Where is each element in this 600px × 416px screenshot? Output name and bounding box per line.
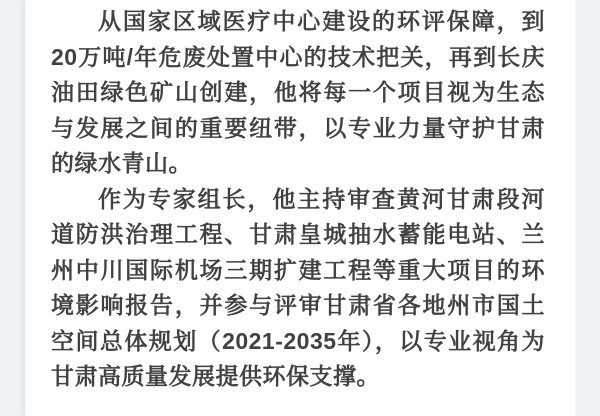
right-gutter bbox=[575, 0, 600, 416]
article-body bbox=[51, 4, 545, 395]
text-line: 境影响报告，并参与评审甘肃省各地州市国土 bbox=[51, 292, 545, 318]
paragraph bbox=[51, 4, 545, 182]
text-line: 20万吨/年危废处置中心的技术把关，再到长庆 bbox=[51, 43, 545, 70]
text-line: 与发展之间的重要纽带，以专业力量守护甘肃 bbox=[51, 114, 545, 141]
article-card bbox=[25, 0, 575, 416]
text-line: 空间总体规划（2021-2035年），以专业视角为 bbox=[51, 327, 545, 354]
text-line: 作为专家组长，他主持审查黄河甘肃段河 bbox=[98, 185, 545, 212]
text-line: 的绿水青山。 bbox=[51, 150, 192, 176]
text-line: 州中川国际机场三期扩建工程等重大项目的环 bbox=[51, 256, 545, 283]
text-line: 从国家区域医疗中心建设的环评保障，到 bbox=[98, 8, 545, 34]
text-line: 甘肃高质量发展提供环保支撑。 bbox=[51, 363, 380, 389]
text-line: 油田绿色矿山创建，他将每一个项目视为生态 bbox=[51, 79, 545, 105]
text-line: 道防洪治理工程、甘肃皇城抽水蓄能电站、兰 bbox=[51, 221, 545, 247]
paragraph bbox=[51, 182, 545, 395]
left-gutter bbox=[0, 0, 25, 416]
